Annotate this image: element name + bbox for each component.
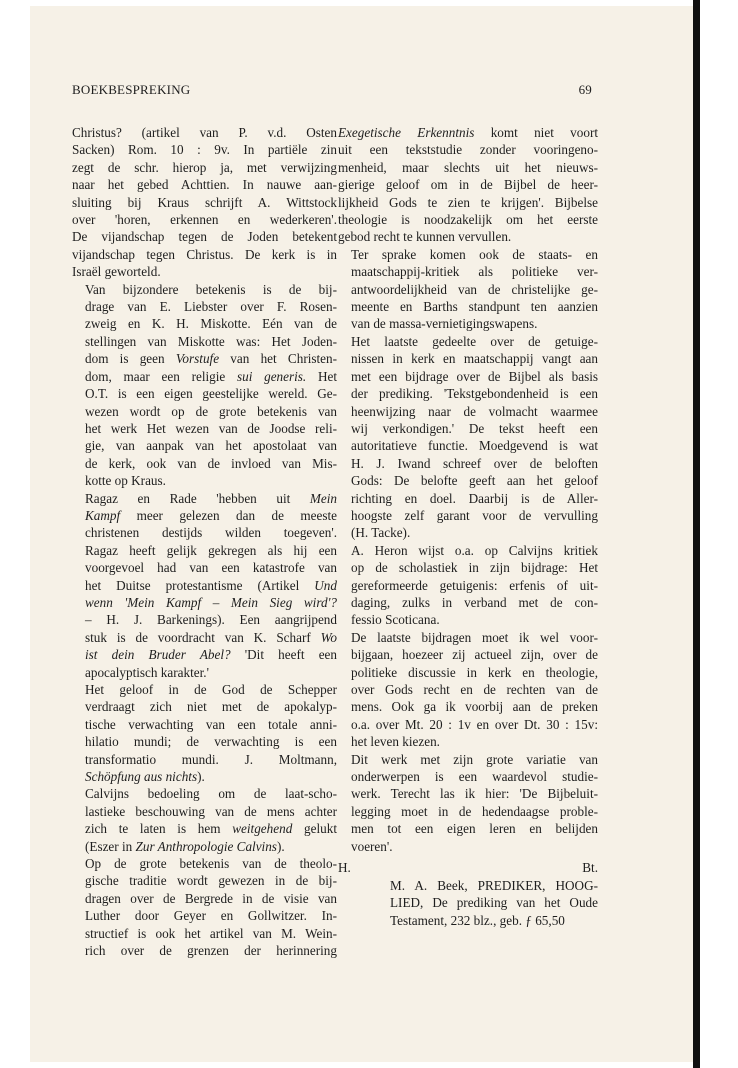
text-line: over 'horen, erkennen en wederkeren'. [72,212,337,228]
text-line: Sacken) Rom. 10 : 9v. In partiële zin [72,142,337,158]
text-line: – H. J. Barkenings). Een aangrijpend [85,612,337,628]
text-line: voeren'. [351,838,393,854]
text-line: onderwerpen is een waardevol studie- [351,769,598,785]
book-reference [338,877,598,929]
text-line: gie, van aanpak van het apostolaat van [85,438,337,454]
text-line: Ragaz en Rade 'hebben uit Mein [85,490,337,506]
paragraph [338,333,598,542]
text-line: mens. Ook ga ik voorbij aan de preken [351,699,598,715]
text-line: o.a. over Mt. 20 : 1v en over Dt. 30 : 15v: [351,716,598,732]
paragraph [338,751,598,855]
paragraph [338,246,598,333]
text-line: zegt de schr. hierop ja, met verwijzing [72,159,337,175]
text-line: Israël geworteld. [72,264,161,280]
text-line: theologie is noodzakelijk om het eerste [338,212,598,228]
text-line: gebod recht te kunnen vervullen. [338,229,512,245]
text-line: zweig en K. H. Miskotte. Eén van de [85,316,337,332]
text-line: autoritatieve functie. Moedgevend is wat [351,438,598,454]
text-line: Dit werk met zijn grote variatie van [351,751,598,767]
text-line: M. A. Beek, PREDIKER, HOOG- [390,878,598,894]
binding-edge [693,0,700,1068]
text-line: gereformeerde getuigenis: erfenis of uit- [351,577,598,593]
text-line: Gods: De belofte geeft aan het geloof [351,473,598,489]
text-line: wezen wordt op de grote betekenis van [85,403,337,419]
left-column [72,124,337,960]
text-line: wenn 'Mein Kampf – Mein Sieg wird'? [85,594,337,610]
reviewer-signature [338,859,598,877]
text-line: transformatio mundi. J. Moltmann, [85,751,337,767]
paragraph [72,785,337,855]
text-line: het werk Het wezen van de Joodse reli- [85,420,337,436]
text-line: stuk is de voordracht van K. Scharf Wo [85,629,337,645]
text-line: legging moet in de hedendaagse proble- [351,803,598,819]
text-line: met een bijdrage over de Bijbel als basis [351,368,598,384]
text-line: Het geloof in de God de Schepper [85,682,337,697]
signature-initial: H. [338,860,351,876]
text-line: menheid, maar slechts uit het nieuws- [338,159,598,175]
text-line: daging, zulks in verband met de con- [351,594,598,610]
text-line: het Duitse protestantisme (Artikel Und [85,577,337,593]
text-line: tische verwachting van een totale anni- [85,716,337,732]
text-line: lijkheid Gods te zien te krijgen'. Bijbelse [338,194,598,210]
text-line: Ter sprake komen ook de staats- en [351,246,598,262]
text-line: ist dein Bruder Abel? 'Dit heeft een [85,647,337,663]
text-line: Ragaz heeft gelijk gekregen als hij een [85,542,337,558]
paragraph [72,281,337,490]
text-line: lastieke beschouwing van de mens achter [85,803,337,819]
text-line: hoogste zelf garant voor de vervulling [351,507,598,523]
text-line: H. J. Iwand schreef over de beloften [351,455,598,471]
paragraph [338,124,598,246]
text-line: dragen over de Bergrede in de visie van [85,890,337,906]
text-line: men tot een eigen leren en belijden [351,821,598,837]
text-line: der prediking. 'Tekstgebondenheid is een [351,386,598,402]
text-line: dom, maar een religie sui generis. Het [85,368,337,384]
text-line: zich te laten is hem weitgehend gelukt [85,821,337,837]
text-line: apocalyptisch karakter.' [85,664,209,680]
text-line: Luther door Geyer en Gollwitzer. In- [85,908,337,924]
text-line: Het laatste gedeelte over de getuige- [351,333,598,349]
text-line: Kampf meer gelezen dan de meeste [85,507,337,523]
text-line: bijgaan, hoezeer zij actueel zijn, over de [351,647,598,663]
text-line: gierige geloof om in de Bijbel de heer- [338,177,598,193]
paragraph [72,855,337,959]
text-line: De vijandschap tegen de Joden betekent [72,229,337,245]
text-line: politieke discussie in kerk en theologie, [351,664,598,680]
text-line: De laatste bijdragen moet ik wel voor- [351,629,598,645]
text-line: dom is geen Vorstufe van het Christen- [85,351,338,367]
text-line: Schöpfung aus nichts). [85,769,205,785]
text-line: drage van E. Liebster over F. Rosen- [85,299,337,315]
text-line: LIED, De prediking van het Oude [390,895,598,911]
text-line: Van bijzondere betekenis is de bij- [85,281,337,297]
page-number: 69 [578,82,592,97]
text-line: over Gods recht en de rechten van de [351,682,598,697]
text-line: (Eszer in Zur Anthropologie Calvins). [85,838,285,854]
text-line: rich over de grenzen der herinnering [85,943,337,959]
right-column [338,124,598,929]
text-line: richting en doel. Daarbij is de Aller- [351,490,598,506]
text-line: werk. Terecht las ik hier: 'De Bijbeluit- [351,786,598,802]
text-line: heenwijzing naar de volmacht waarmee [351,403,598,419]
text-line: sluiting bij Kraus schrijft A. Wittstock [72,194,337,210]
text-line: antwoordelijkheid van de christelijke ge- [351,281,598,297]
text-line: vijandschap tegen Christus. De kerk is in [72,246,337,262]
text-line: Exegetische Erkenntnis komt niet voort [338,125,598,140]
text-line: maatschappij-kritiek als politieke ver- [351,264,598,280]
text-line: A. Heron wijst o.a. op Calvijns kritiek [351,542,598,558]
text-line: structief is ook het artikel van M. Wein- [85,925,337,941]
text-line: Testament, 232 blz., geb. ƒ 65,50 [390,912,565,928]
text-line: de kerk, ook van de invloed van Mis- [85,455,337,471]
paragraph [72,490,337,681]
text-line: meente en Barths standpunt ten aanzien [351,299,598,315]
text-line: christenen destijds wilden toegeven'. [85,525,337,541]
text-line: van de massa-vernietigingswapens. [351,316,538,332]
text-line: stellingen van Miskotte was: Het Joden- [85,333,337,349]
text-line: Christus? (artikel van P. v.d. Osten [72,125,337,140]
section-title: BOEKBESPREKING [72,82,191,97]
text-line: gische traditie wordt gewezen in de bij- [85,873,337,889]
text-line: O.T. is een eigen geestelijke wereld. Ge- [85,386,337,402]
text-line: fessio Scoticana. [351,612,440,628]
text-line: hilatio mundi; de verwachting is een [85,734,337,750]
text-line: voorgevoel had van een katastrofe van [85,560,337,576]
text-line: kotte op Kraus. [85,473,166,489]
text-line: naar het gebed Achttien. In nauwe aan- [72,177,337,193]
text-line: nissen in kerk en maatschappij vangt aan [351,351,598,367]
text-line: (H. Tacke). [351,525,411,541]
paragraph [338,629,598,751]
paragraph [72,681,337,785]
text-line: Calvijns bedoeling om de laat-scho- [85,786,337,802]
signature-abbrev: Bt. [582,860,598,876]
text-line: het leven kiezen. [351,734,440,750]
paragraph [72,124,337,281]
text-line: verdraagt zich niet met de apokalyp- [85,699,337,715]
text-line: uit een tekststudie zonder vooringeno- [338,142,598,158]
text-line: op de scholastiek in zijn bijdrage: Het [351,560,598,576]
text-line: wij verkondigen.' De tekst heeft een [351,420,598,436]
text-line: Op de grote betekenis van de theolo- [85,856,337,872]
paragraph [338,542,598,629]
